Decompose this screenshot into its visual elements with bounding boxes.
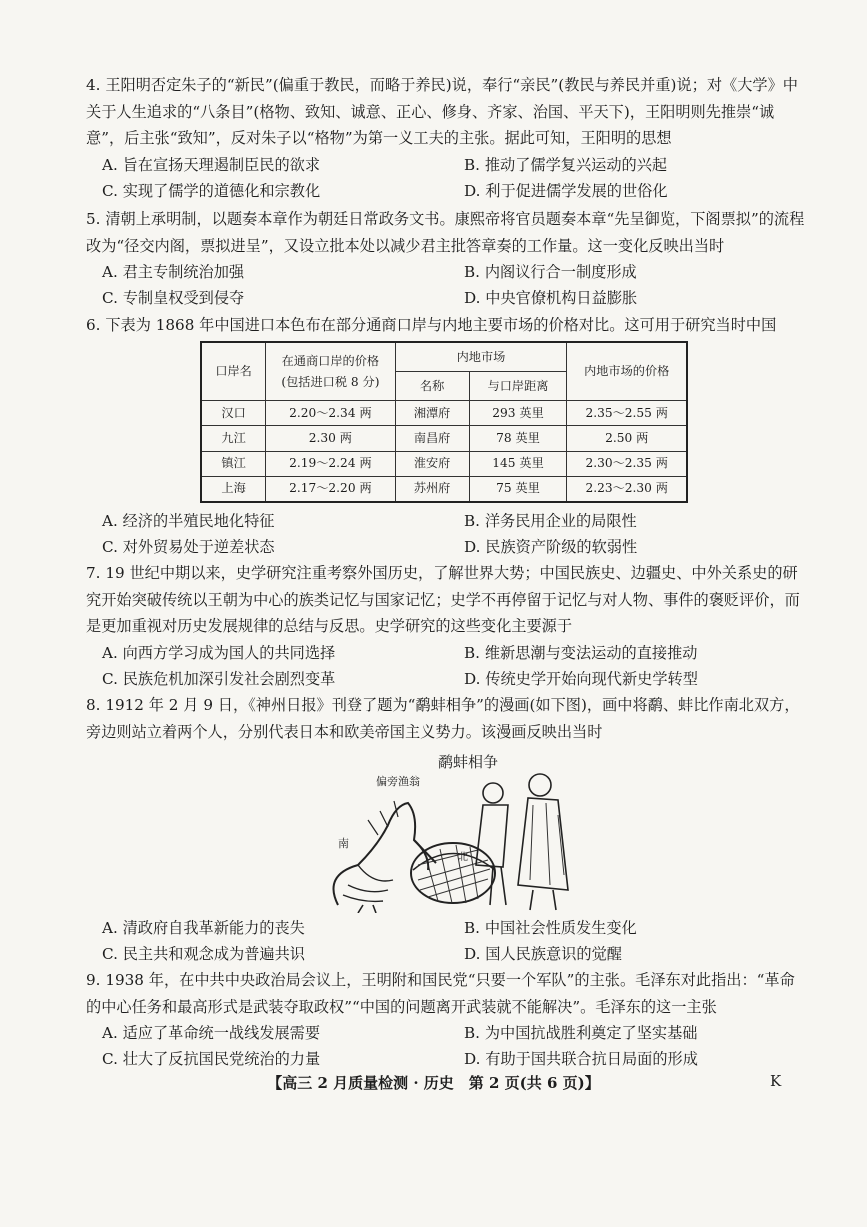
options [86, 259, 806, 311]
header-port-price-line2: (包括进口税 8 分) [281, 374, 380, 389]
question-8-options [86, 915, 806, 967]
header-inland: 内地市场 [395, 342, 567, 372]
table-row [201, 476, 687, 502]
header-distance: 与口岸距离 [469, 372, 567, 401]
two-onlookers-illustration [476, 774, 568, 910]
cell-port-price: 2.19～2.24 两 [266, 451, 395, 476]
option-a[interactable]: A. 清政府自我革新能力的丧失 [102, 919, 305, 937]
option-b[interactable]: B. 洋务民用企业的局限性 [464, 512, 637, 530]
options [86, 915, 806, 967]
question-4 [86, 72, 806, 204]
option-c[interactable]: C. 对外贸易处于逆差状态 [102, 538, 275, 556]
question-stem: 7. 19 世纪中期以来，史学研究注重考察外国历史，了解世界大势；中国民族史、边疆史、中外关系史的研究开始突破传统以王朝为中心的族类记忆与国家记忆；史学不再停留于记忆与对人物、事件的褒贬评价，而是更加重视对历史发展规律的总结与反思。史学研究的这些变化主要源于 [86, 564, 800, 635]
question-stem: 6. 下表为 1868 年中国进口本色布在部分通商口岸与内地主要市场的价格对比。这可用于研究当时中国 [86, 316, 777, 334]
page-footer: 【高三 2 月质量检测 · 历史 第 2 页(共 6 页)】 [267, 1074, 600, 1092]
cell-port-price: 2.20～2.34 两 [266, 401, 395, 426]
cell-inland-price: 2.30～2.35 两 [567, 451, 687, 476]
option-d[interactable]: D. 传统史学开始向现代新史学转型 [464, 669, 698, 688]
option-c[interactable]: C. 民族危机加深引发社会剧烈变革 [102, 669, 336, 688]
option-b[interactable]: B. 中国社会性质发生变化 [464, 919, 637, 937]
option-a[interactable]: A. 经济的半殖民地化特征 [102, 512, 275, 530]
option-d[interactable]: D. 国人民族意识的觉醒 [464, 945, 622, 963]
option-d[interactable]: D. 民族资产阶级的软弱性 [464, 538, 638, 556]
corner-mark: K [770, 1072, 782, 1090]
cell-distance: 78 英里 [469, 426, 567, 451]
cell-distance: 145 英里 [469, 451, 567, 476]
options [86, 640, 806, 692]
question-stem: 5. 清朝上承明制，以题奏本章作为朝廷日常政务文书。康熙帝将官员题奏本章“先呈御览，下阁票拟”的流程改为“径交内阁，票拟进呈”，又设立批本处以减少君主批答章奏的工作量。这一变化反映出当时 [86, 210, 805, 255]
price-table [200, 341, 688, 503]
question-7 [86, 560, 806, 692]
option-b[interactable]: B. 维新思潮与变法运动的直接推动 [464, 643, 698, 662]
cell-port-price: 2.30 两 [266, 426, 395, 451]
cartoon-label-north: 北 [458, 852, 468, 863]
option-d[interactable]: D. 中央官僚机构日益膨胀 [464, 289, 638, 307]
question-6-options [86, 508, 806, 560]
question-9 [86, 967, 806, 1072]
cell-port: 上海 [201, 476, 266, 502]
question-5 [86, 206, 806, 311]
question-6 [86, 312, 806, 339]
header-inland-price: 内地市场的价格 [567, 342, 687, 401]
option-c[interactable]: C. 专制皇权受到侵夺 [102, 289, 245, 307]
option-c[interactable]: C. 实现了儒学的道德化和宗教化 [102, 181, 321, 200]
header-port: 口岸名 [201, 342, 266, 401]
table-row [201, 451, 687, 476]
question-stem: 9. 1938 年，在中共中央政治局会议上，王明附和国民党“只要一个军队”的主张。毛泽东对此指出：“革命的中心任务和最高形式是武装夺取政权”“中国的问题离开武装就不能解决”。毛泽东的这一主张 [86, 971, 795, 1016]
cell-port: 镇江 [201, 451, 266, 476]
cell-inland-price: 2.50 两 [567, 426, 687, 451]
question-8 [86, 692, 806, 745]
cell-name: 苏州府 [395, 476, 469, 502]
cell-name: 淮安府 [395, 451, 469, 476]
option-a[interactable]: A. 适应了革命统一战线发展需要 [102, 1024, 321, 1042]
cartoon-image [318, 745, 588, 913]
cell-distance: 75 英里 [469, 476, 567, 502]
options [86, 508, 806, 560]
options [86, 1020, 806, 1072]
snipe-bird-illustration [334, 801, 437, 913]
option-a[interactable]: A. 旨在宣扬天理遏制臣民的欲求 [102, 155, 321, 174]
option-d[interactable]: D. 利于促进儒学发展的世俗化 [464, 181, 668, 200]
question-stem: 8. 1912 年 2 月 9 日，《神州日报》刊登了题为“鹬蚌相争”的漫画(如下图)，画中将鹬、蚌比作南北双方，旁边则站立着两个人，分别代表日本和欧美帝国主义势力。该漫画反映出当时 [86, 696, 800, 741]
cell-port: 九江 [201, 426, 266, 451]
cartoon-label-south: 南 [338, 837, 349, 850]
option-b[interactable]: B. 推动了儒学复兴运动的兴起 [464, 155, 668, 174]
option-c[interactable]: C. 壮大了反抗国民党统治的力量 [102, 1050, 321, 1068]
cell-inland-price: 2.23～2.30 两 [567, 476, 687, 502]
option-a[interactable]: A. 向西方学习成为国人的共同选择 [102, 643, 336, 662]
cell-inland-price: 2.35～2.55 两 [567, 401, 687, 426]
header-port-price-line1: 在通商口岸的价格 [281, 353, 380, 368]
options [86, 152, 806, 204]
option-d[interactable]: D. 有助于国共联合抗日局面的形成 [464, 1050, 698, 1068]
cartoon-side-text: 偏旁渔翁 [376, 775, 420, 788]
option-b[interactable]: B. 内阁议行合一制度形成 [464, 263, 637, 281]
cell-distance: 293 英里 [469, 401, 567, 426]
header-port-price [266, 342, 395, 401]
option-b[interactable]: B. 为中国抗战胜利奠定了坚实基础 [464, 1024, 698, 1042]
header-name: 名称 [395, 372, 469, 401]
question-stem: 4. 王阳明否定朱子的“新民”(偏重于教民，而略于养民)说，奉行“亲民”(教民与养民并重)说；对《大学》中关于人生追求的“八条目”(格物、致知、诚意、正心、修身、齐家、治国、平天下)，王阳明则先推崇“诚意”，后主张“致知”，反对朱子以“格物”为第一义工夫的主张。据此可知，王阳明的思想 [86, 76, 798, 147]
table-row [201, 426, 687, 451]
cartoon-title: 鹬蚌相争 [438, 753, 499, 771]
cell-port-price: 2.17～2.20 两 [266, 476, 395, 502]
cell-name: 湘潭府 [395, 401, 469, 426]
cell-port: 汉口 [201, 401, 266, 426]
table-row [201, 401, 687, 426]
option-c[interactable]: C. 民主共和观念成为普遍共识 [102, 945, 305, 963]
cell-name: 南昌府 [395, 426, 469, 451]
option-a[interactable]: A. 君主专制统治加强 [102, 263, 245, 281]
